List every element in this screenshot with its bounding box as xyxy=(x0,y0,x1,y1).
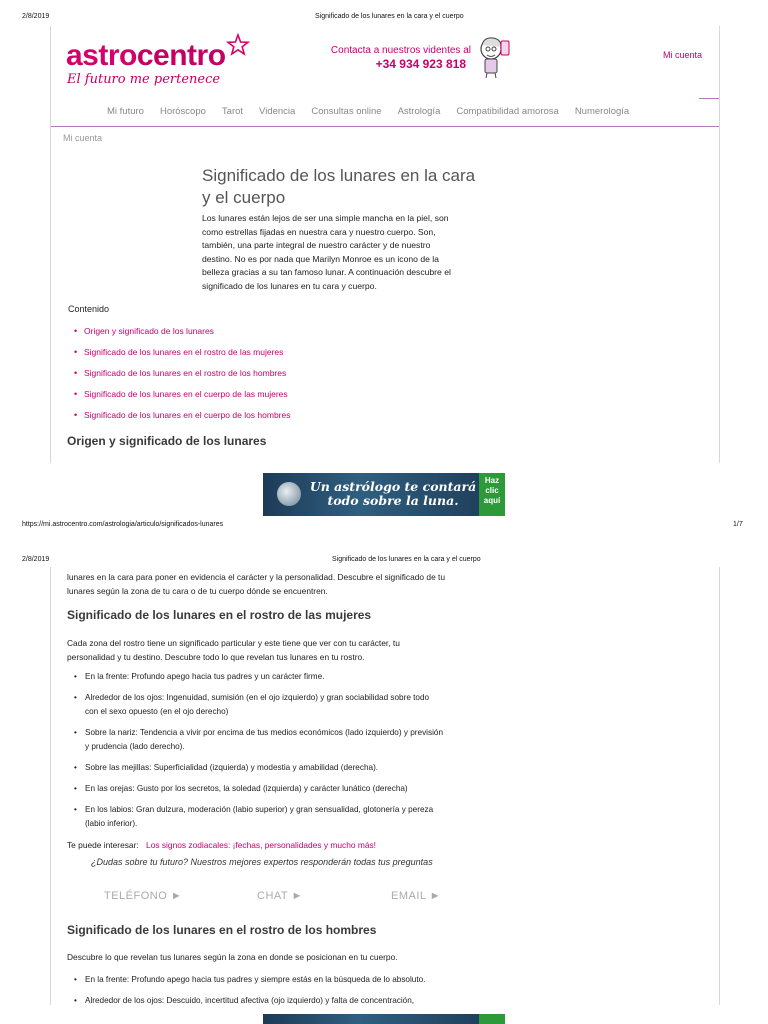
toc-link[interactable]: • Significado de los lunares en el cuerpo de los hombres xyxy=(74,410,291,420)
expert-question: ¿Dudas sobre tu futuro? Nuestros mejores expertos responderán todas tus preguntas xyxy=(91,857,433,867)
email-cta-button[interactable]: EMAIL ► xyxy=(391,890,442,902)
list-item: • Sobre las mejillas: Superficialidad (izquierda) y modestia y amabilidad (derecha). xyxy=(71,761,691,775)
section-title-hombres: Significado de los lunares en el rostro de los hombres xyxy=(67,923,377,937)
continued-text: lunares en la cara para poner en evidencia el carácter y la personalidad. Descubre el significado de tu lunares según la zona de tu cara o de tu cuerpo dónde se encuentren. xyxy=(67,572,446,596)
page-title: Significado de los lunares en la cara y el cuerpo xyxy=(202,166,476,207)
banner-text: Un astrólogo te contará todo sobre la luna. xyxy=(309,479,477,508)
print-url: https://mi.astrocentro.com/astrologia/articulo/significados-lunares xyxy=(22,521,224,528)
site-logo[interactable]: astrocentro xyxy=(66,39,226,72)
contact-label: Contacta a nuestros videntes al xyxy=(330,45,471,56)
print-title-2: Significado de los lunares en la cara y el cuerpo xyxy=(332,556,481,563)
nav-numerologia[interactable]: Numerología xyxy=(574,106,630,117)
list-item: • En la frente: Profundo apego hacia tus padres y un carácter firme. xyxy=(71,670,691,684)
star-logo-icon xyxy=(226,33,250,57)
print-title: Significado de los lunares en la cara y el cuerpo xyxy=(315,13,464,20)
moon-icon xyxy=(277,482,301,506)
nav-consultas-online[interactable]: Consultas online xyxy=(311,106,382,117)
related-link-row xyxy=(67,838,376,852)
table-of-contents xyxy=(74,326,291,431)
list-item: • En los labios: Gran dulzura, moderación (labio superior) y gran sensualidad, glotonería y pereza (labio inferior). xyxy=(71,803,691,831)
nav-mi-futuro[interactable]: Mi futuro xyxy=(107,106,144,117)
toc-link[interactable]: • Significado de los lunares en el rostro de los hombres xyxy=(74,368,291,378)
page-1-sheet xyxy=(50,26,720,463)
related-link[interactable]: Los signos zodiacales: ¡fechas, personalidades y mucho más! xyxy=(146,840,377,850)
toc-link[interactable]: • Significado de los lunares en el rostro de las mujeres xyxy=(74,347,291,357)
nav-horoscopo[interactable]: Horóscopo xyxy=(159,106,206,117)
ad-banner-2[interactable] xyxy=(263,1014,505,1024)
list-item: • Alrededor de los ojos: Ingenuidad, sumisión (en el ojo izquierdo) y gran sociabilidad sobre todo con el sexo opuesto (en el ojo derecho) xyxy=(71,691,691,719)
nav-astrologia[interactable]: Astrología xyxy=(397,106,441,117)
toc-link[interactable]: • Significado de los lunares en el cuerpo de las mujeres xyxy=(74,389,291,399)
page-2-sheet xyxy=(50,567,720,1005)
print-page-number: 1/7 xyxy=(733,521,743,528)
list-item: • Sobre la nariz: Tendencia a vivir por encima de tus medios económicos (lado izquierdo) y previsión y prudencia (lado derecho). xyxy=(71,726,691,754)
chat-cta-button[interactable]: CHAT ► xyxy=(257,890,303,902)
ad-banner[interactable] xyxy=(263,473,505,516)
men-intro: Descubre lo que revelan tus lunares según la zona en donde se posicionan en tu cuerpo. xyxy=(67,952,398,962)
nav-tarot[interactable]: Tarot xyxy=(221,106,244,117)
banner-click-button-2[interactable] xyxy=(479,1014,505,1024)
phone-number[interactable]: +34 934 923 818 xyxy=(375,57,466,71)
toc-link[interactable]: • Origen y significado de los lunares xyxy=(74,326,291,336)
banner-click-button[interactable]: Haz clic aquí xyxy=(479,473,505,516)
related-label: Te puede interesar: xyxy=(67,840,139,850)
tagline: El futuro me pertenece xyxy=(67,72,221,87)
toc-title: Contenido xyxy=(68,304,110,314)
nav-divider xyxy=(51,126,719,127)
women-intro: Cada zona del rostro tiene un significado particular y este tiene que ver con tu carácter, tu personalidad y tu destino. Descubre todo lo que revelan tus lunares en tu rostro. xyxy=(67,638,400,662)
breadcrumb[interactable]: Mi cuenta xyxy=(63,133,103,143)
header-divider xyxy=(699,98,719,99)
list-item: • Alrededor de los ojos: Descuido, incertitud afectiva (ojo izquierdo) y falta de concentración, xyxy=(71,994,691,1008)
phone-cta-button[interactable]: TELÉFONO ► xyxy=(104,890,183,902)
my-account-link[interactable]: Mi cuenta xyxy=(663,50,703,60)
section-title-origen: Origen y significado de los lunares xyxy=(67,434,267,448)
men-list xyxy=(71,973,691,1015)
nav-compatibilidad[interactable]: Compatibilidad amorosa xyxy=(456,106,559,117)
psychic-mascot-icon xyxy=(477,35,513,79)
article-intro: Los lunares están lejos de ser una simple mancha en la piel, son como estrellas fijadas en nuestra cara y nuestro cuerpo. Son, también, una parte integral de nuestro carácter y de nuestro destino. No es por nada que Marilyn Monroe es un icono de la belleza gracias a su tan famoso lunar. A continuación descubre el significado de los lunares en tu cara y cuerpo. xyxy=(202,213,451,291)
section-title-mujeres: Significado de los lunares en el rostro de las mujeres xyxy=(67,608,372,622)
list-item: • En la frente: Profundo apego hacia tus padres y siempre estás en la búsqueda de lo absoluto. xyxy=(71,973,691,987)
main-nav xyxy=(107,106,629,117)
list-item: • En las orejas: Gusto por los secretos, la soledad (izquierda) y carácter lunático (derecha) xyxy=(71,782,691,796)
print-date-2: 2/8/2019 xyxy=(22,556,50,563)
nav-videncia[interactable]: Videncia xyxy=(259,106,296,117)
print-date: 2/8/2019 xyxy=(22,13,50,20)
women-list xyxy=(71,670,691,838)
